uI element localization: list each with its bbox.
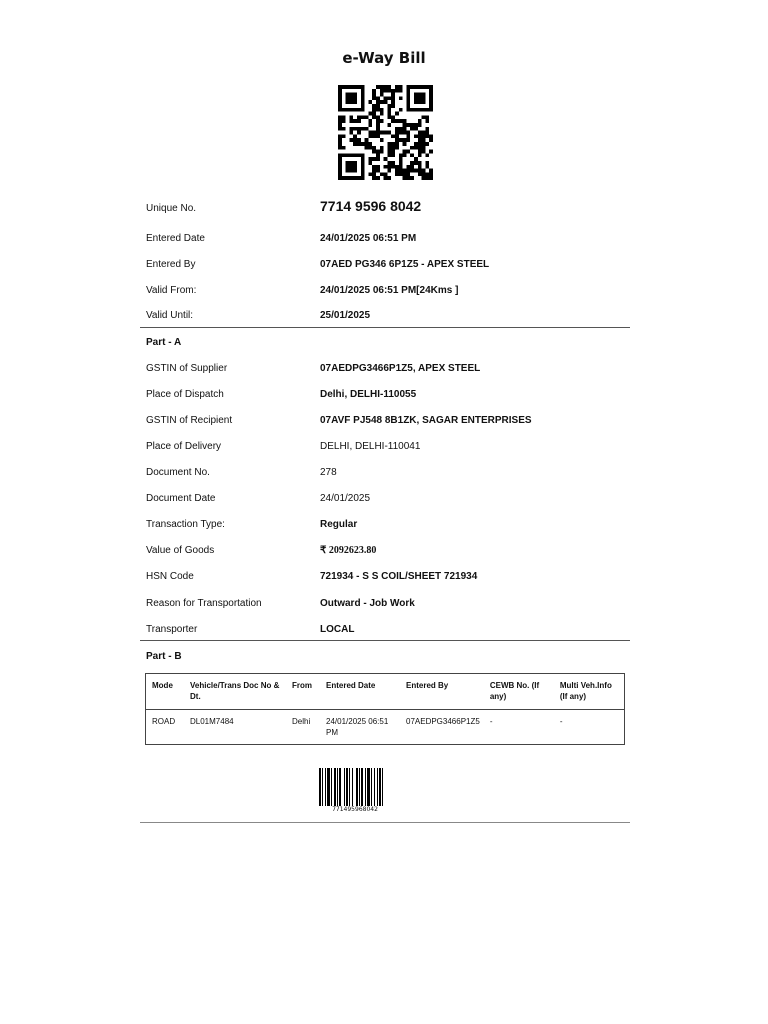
barcode-icon <box>319 768 391 806</box>
entered-date-value: 24/01/2025 06:51 PM <box>320 233 417 244</box>
transaction-type-row <box>146 518 626 538</box>
table-cell: ROAD <box>152 717 176 726</box>
gstin-supplier-label: GSTIN of Supplier <box>146 363 228 374</box>
table-row <box>146 710 625 745</box>
document-date-row <box>146 492 626 512</box>
document-no-label: Document No. <box>146 467 210 478</box>
divider <box>140 640 630 641</box>
column-header: From <box>286 674 320 710</box>
column-header: Mode <box>146 674 185 710</box>
value-goods-row <box>146 544 626 564</box>
reason-row <box>146 597 626 617</box>
hsn-row <box>146 570 626 590</box>
entered-by-label: Entered By <box>146 259 196 270</box>
column-header: CEWB No. (If any) <box>484 674 554 710</box>
vehicle-details-table <box>145 673 625 745</box>
valid-from-row <box>146 284 626 304</box>
column-header: Vehicle/Trans Doc No & Dt. <box>184 674 286 710</box>
transporter-label: Transporter <box>146 624 198 635</box>
document-date-label: Document Date <box>146 493 216 504</box>
divider <box>140 822 630 823</box>
table-cell: Delhi <box>292 717 311 726</box>
valid-from-value: 24/01/2025 06:51 PM[24Kms ] <box>320 285 459 296</box>
place-dispatch-value: Delhi, DELHI-110055 <box>320 389 417 400</box>
divider <box>140 327 630 328</box>
place-delivery-label: Place of Delivery <box>146 441 222 452</box>
gstin-supplier-row <box>146 362 626 382</box>
hsn-value: 721934 - S S COIL/SHEET 721934 <box>320 571 478 582</box>
valid-until-row <box>146 309 626 329</box>
barcode-number: 771495968042 <box>332 806 378 813</box>
document-no-row <box>146 466 626 486</box>
gstin-recipient-label: GSTIN of Recipient <box>146 415 233 426</box>
entered-date-label: Entered Date <box>146 233 205 244</box>
valid-until-value: 25/01/2025 <box>320 310 371 321</box>
table-cell: 07AEDPG3466P1Z5 <box>406 717 480 726</box>
column-header: Multi Veh.Info (If any) <box>554 674 625 710</box>
qr-code-icon <box>338 85 433 180</box>
document-date-value: 24/01/2025 <box>320 493 371 504</box>
transporter-value: LOCAL <box>320 624 355 635</box>
table-header-row <box>146 674 625 710</box>
table-cell: DL01M7484 <box>190 717 234 726</box>
gstin-recipient-value: 07AVF PJ548 8B1ZK, SAGAR ENTERPRISES <box>320 415 532 426</box>
unique-no-value: 7714 9596 8042 <box>320 198 422 214</box>
unique-no-row <box>146 198 626 222</box>
place-delivery-value: DELHI, DELHI-110041 <box>320 441 421 452</box>
transaction-type-label: Transaction Type: <box>146 519 225 530</box>
unique-no-label: Unique No. <box>146 203 197 214</box>
place-delivery-row <box>146 440 626 460</box>
entered-by-value: 07AED PG346 6P1Z5 - APEX STEEL <box>320 259 490 270</box>
entered-by-row <box>146 258 626 278</box>
gstin-recipient-row <box>146 414 626 434</box>
column-header: Entered By <box>400 674 484 710</box>
column-header: Entered Date <box>320 674 400 710</box>
value-goods-label: Value of Goods <box>146 545 215 556</box>
document-no-value: 278 <box>320 467 337 478</box>
table-cell: - <box>489 717 493 726</box>
place-dispatch-label: Place of Dispatch <box>146 389 224 400</box>
reason-label: Reason for Transportation <box>146 598 262 609</box>
valid-until-label: Valid Until: <box>146 310 194 321</box>
reason-value: Outward - Job Work <box>320 598 415 609</box>
entered-date-row <box>146 232 626 252</box>
page-title: e-Way Bill <box>342 49 426 67</box>
valid-from-label: Valid From: <box>146 285 197 296</box>
table-cell: 24/01/2025 06:51 PM <box>326 717 389 737</box>
table-cell: - <box>559 717 563 726</box>
part-b-heading: Part - B <box>146 651 182 662</box>
value-goods-value: ₹ 2092623.80 <box>320 545 377 556</box>
part-a-heading: Part - A <box>146 337 182 348</box>
gstin-supplier-value: 07AEDPG3466P1Z5, APEX STEEL <box>320 363 481 374</box>
hsn-label: HSN Code <box>146 571 194 582</box>
transaction-type-value: Regular <box>320 519 358 530</box>
place-dispatch-row <box>146 388 626 408</box>
